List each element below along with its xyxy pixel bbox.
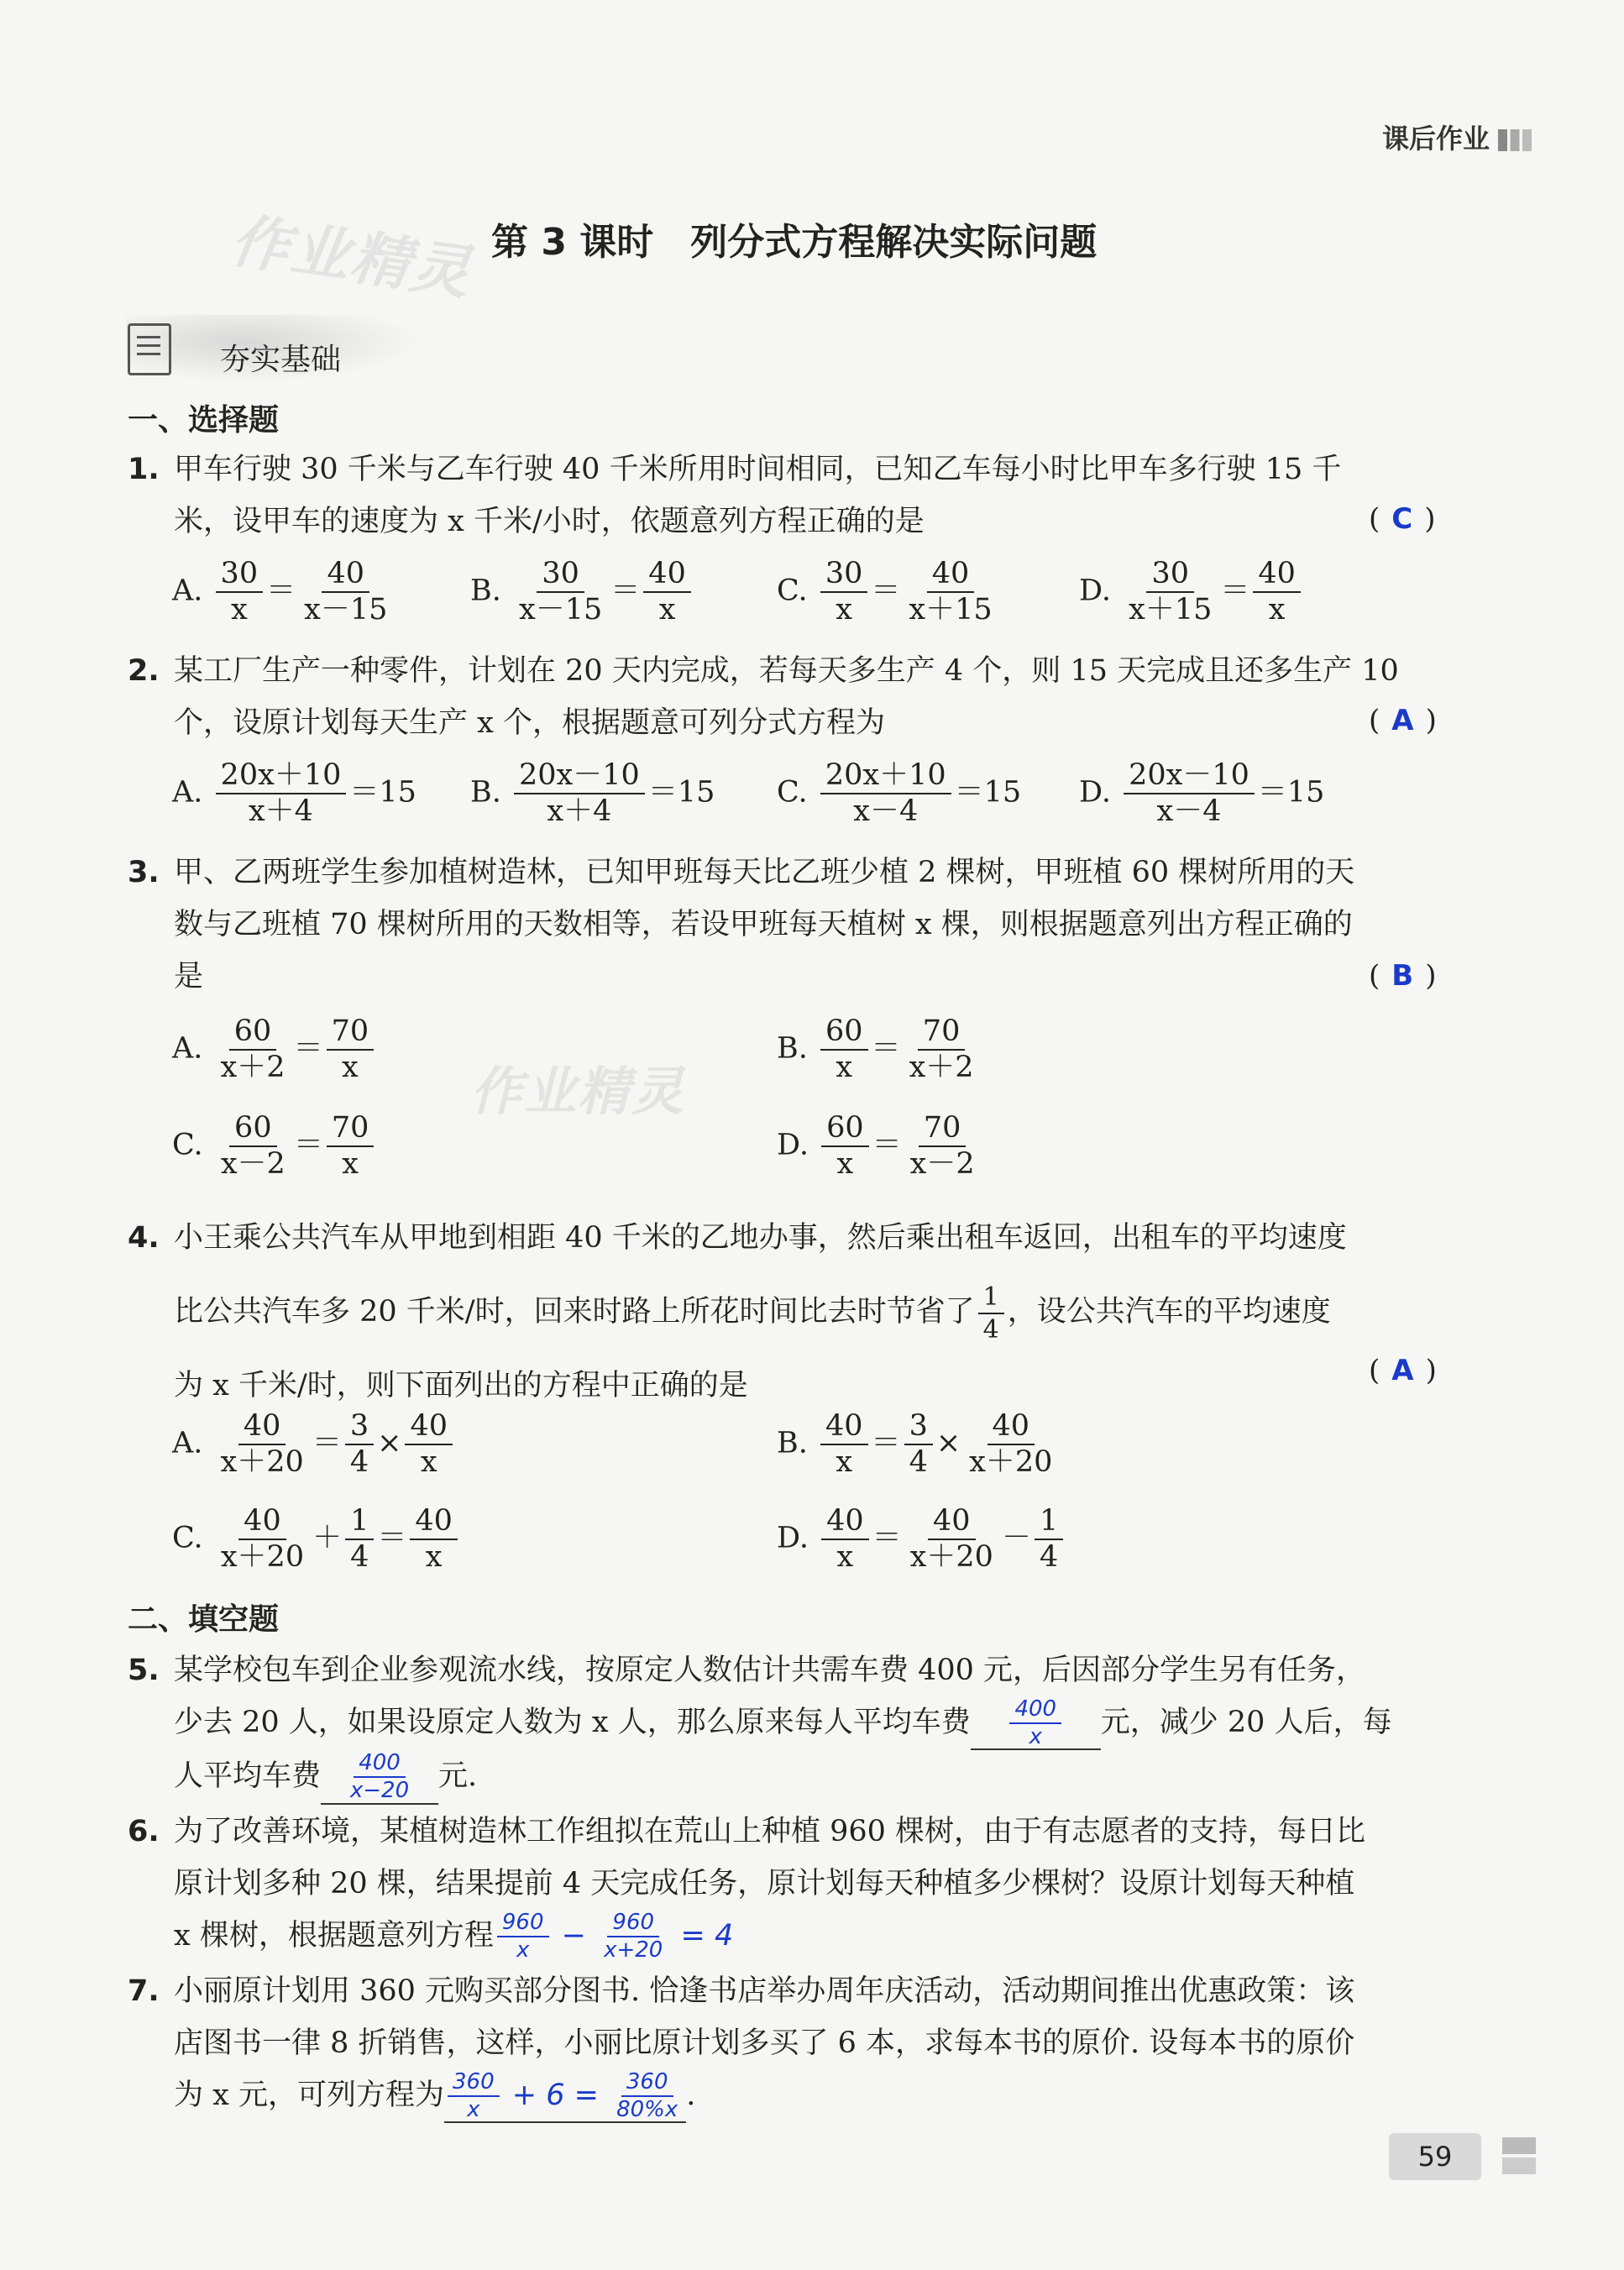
q4-line1: 小王乘公共汽车从甲地到相距 40 千米的乙地办事，然后乘出租车返回，出租车的平均速度 <box>174 1221 1347 1255</box>
part-choice-heading: 一、选择题 <box>128 403 280 438</box>
section-title: 夯实基础 <box>220 343 342 377</box>
question-5 <box>128 1644 1488 1805</box>
q3-answer: ( B ) <box>1369 959 1437 993</box>
q2-answer: ( A ) <box>1369 704 1437 737</box>
q4-option-c[interactable]: C. $\frac{40}{x+20}$ ＋ $\frac{1}{4}$ ＝ $\frac{40}{x}$ <box>172 1506 461 1573</box>
q1-options <box>172 558 1482 626</box>
q4-answer: ( A ) <box>1369 1354 1437 1387</box>
question-number: 2. <box>128 654 160 688</box>
q2-option-a[interactable]: A. $\frac{20x+10}{x+4}$ ＝15 <box>172 758 416 828</box>
q2-line1: 某工厂生产一种零件，计划在 20 天内完成，若每天多生产 4 个，则 15 天完成且还多生产 10 <box>174 654 1399 688</box>
q4-line2: 比公共汽车多 20 千米/时，回来时路上所花时间比去时节省了 $\frac{1}{4}$ ，设公共汽车的平均速度 <box>174 1282 1331 1345</box>
question-2 <box>128 645 1488 749</box>
q4-line3: 为 x 千米/时，则下面列出的方程中正确的是 <box>174 1369 748 1402</box>
question-number: 1. <box>128 453 160 486</box>
q2-option-b[interactable]: B. $\frac{20x-10}{x+4}$ ＝15 <box>470 758 715 828</box>
watermark-top: 作业精灵 <box>226 206 476 308</box>
q5-line1: 某学校包车到企业参观流水线，按原定人数估计共需车费 400 元，后因部分学生另有任务， <box>174 1654 1366 1687</box>
q3-option-a[interactable]: A. $\frac{60}{x+2}$ ＝ $\frac{70}{x}$ <box>172 1016 377 1083</box>
q5-blank-2[interactable]: $\frac{400}{x-20}$ <box>321 1750 438 1804</box>
question-number: 5. <box>128 1654 160 1687</box>
q6-line3: x 棵树，根据题意列方程 $\frac{960}{x}$ − $\frac{960}{x+20}$ = 4 <box>174 1909 734 1963</box>
q3-option-c[interactable]: C. $\frac{60}{x-2}$ ＝ $\frac{70}{x}$ <box>172 1113 377 1180</box>
q1-option-a[interactable]: A. $\frac{30}{x}$ ＝ $\frac{40}{x-15}$ <box>172 557 388 626</box>
q1-line1: 甲车行驶 30 千米与乙车行驶 40 千米所用时间相同，已知乙车每小时比甲车多行驶 15 千 <box>174 453 1342 486</box>
q7-line1: 小丽原计划用 360 元购买部分图书. 恰逢书店举办周年庆活动，活动期间推出优惠政策：该 <box>174 1974 1355 2008</box>
question-1 <box>128 443 1488 548</box>
q2-options <box>172 760 1482 827</box>
q3-option-b[interactable]: B. $\frac{60}{x}$ ＝ $\frac{70}{x+2}$ <box>777 1014 974 1084</box>
notebook-icon <box>128 323 171 375</box>
q2-line2: 个，设原计划每天生产 x 个，根据题意可列分式方程为 <box>174 706 885 740</box>
q2-option-c[interactable]: C. $\frac{20x+10}{x-4}$ ＝15 <box>777 758 1022 828</box>
q4-option-d[interactable]: D. $\frac{40}{x}$ ＝ $\frac{40}{x+20}$ － $\frac{1}{4}$ <box>777 1506 1066 1573</box>
q1-option-d[interactable]: D. $\frac{30}{x+15}$ ＝ $\frac{40}{x}$ <box>1079 558 1304 626</box>
q5-blank-1[interactable]: $\frac{400}{x}$ <box>971 1696 1101 1750</box>
q6-line2: 原计划多种 20 棵，结果提前 4 天完成任务，原计划每天种植多少棵树？设原计划每天种植 <box>174 1867 1355 1900</box>
q3-option-d[interactable]: D. $\frac{60}{x}$ ＝ $\frac{70}{x-2}$ <box>777 1111 975 1181</box>
header-label: 课后作业 <box>1382 118 1532 156</box>
part-fill-heading: 二、填空题 <box>128 1602 280 1637</box>
q3-line3: 是 <box>174 960 204 993</box>
page-decor-icon <box>1502 2137 1536 2174</box>
header-decor-icon <box>1498 129 1532 151</box>
question-number: 4. <box>128 1221 160 1255</box>
q7-line3: 为 x 元，可列方程为 $\frac{360}{x}$ + 6 = $\frac{360}{80\%x}$ . <box>174 2068 696 2122</box>
watermark-mid: 作业精灵 <box>470 1061 686 1122</box>
question-3 <box>128 847 1488 1003</box>
q1-line2: 米，设甲车的速度为 x 千米/小时，依题意列方程正确的是 <box>174 505 925 538</box>
question-6 <box>128 1806 1488 1962</box>
page-number: 59 <box>1389 2133 1481 2180</box>
q5-line3: 人平均车费 $\frac{400}{x-20}$ 元. <box>174 1750 478 1804</box>
q6-line1: 为了改善环境，某植树造林工作组拟在荒山上种植 960 棵树，由于有志愿者的支持，每日比 <box>174 1815 1366 1848</box>
question-number: 7. <box>128 1974 160 2008</box>
question-7 <box>128 1965 1488 2123</box>
q1-option-b[interactable]: B. $\frac{30}{x-15}$ ＝ $\frac{40}{x}$ <box>470 558 777 626</box>
q4-option-a[interactable]: A. $\frac{40}{x+20}$ ＝ $\frac{3}{4}$ × $\frac{40}{x}$ <box>172 1411 456 1478</box>
page-title: 第 3 课时 列分式方程解决实际问题 <box>491 221 1098 264</box>
q2-option-d[interactable]: D. $\frac{20x-10}{x-4}$ ＝15 <box>1079 758 1325 828</box>
q7-line2: 店图书一律 8 折销售，这样，小丽比原计划多买了 6 本，求每本书的原价. 设每本书的原价 <box>174 2026 1355 2060</box>
question-4 <box>128 1201 1488 1423</box>
q3-line2: 数与乙班植 70 棵树所用的天数相等，若设甲班每天植树 x 棵，则根据题意列出方程正确的 <box>174 908 1353 941</box>
q7-answer[interactable]: $\frac{360}{x}$ + 6 = $\frac{360}{80\%x}$ <box>444 2069 686 2123</box>
question-number: 6. <box>128 1815 160 1848</box>
q5-line2: 少去 20 人，如果设原定人数为 x 人，那么原来每人平均车费 $\frac{400}{x}$ 元，减少 20 人后，每 <box>174 1696 1392 1749</box>
q1-answer: ( C ) <box>1369 502 1436 536</box>
q3-line1: 甲、乙两班学生参加植树造林，已知甲班每天比乙班少植 2 棵树，甲班植 60 棵树所用的天 <box>174 856 1355 889</box>
q6-answer[interactable]: $\frac{960}{x}$ − $\frac{960}{x+20}$ = 4 <box>494 1919 733 1953</box>
q4-option-b[interactable]: B. $\frac{40}{x}$ ＝ $\frac{3}{4}$ × $\frac{40}{x+20}$ <box>777 1409 1053 1479</box>
question-number: 3. <box>128 856 160 889</box>
q1-option-c[interactable]: C. $\frac{30}{x}$ ＝ $\frac{40}{x+15}$ <box>777 557 993 626</box>
